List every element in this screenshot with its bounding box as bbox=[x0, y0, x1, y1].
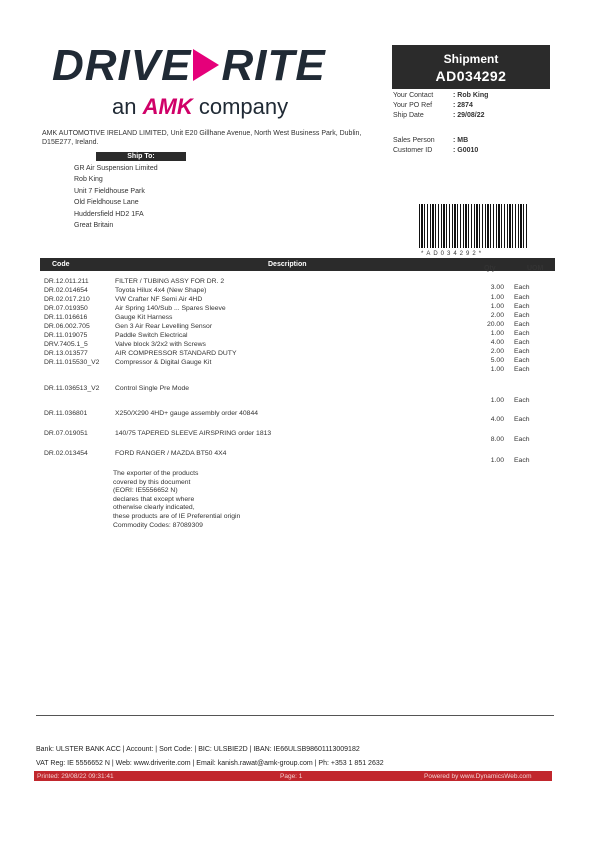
ship-to-line: Great Britain bbox=[74, 222, 114, 230]
info-customer-id: Customer ID : G0010 bbox=[393, 147, 479, 154]
note-line: Commodity Codes: 87089309 bbox=[113, 521, 203, 529]
footer-vat-details: VAT Reg: IE 5556652 N | Web: www.driverite.com | Email: kanish.rawat@amk-group.com | Ph: +353 1 851 2632 bbox=[36, 760, 384, 767]
logo-arrow-icon bbox=[193, 49, 219, 81]
header-qty: Qty bbox=[484, 265, 496, 272]
footer-print-bar bbox=[34, 771, 552, 781]
logo-tagline: an AMK company bbox=[112, 94, 289, 119]
header-description: Description bbox=[268, 261, 307, 268]
page-number: Page: 1 bbox=[280, 772, 303, 780]
barcode-text: *AD034292* bbox=[421, 251, 485, 257]
ship-to-line: Old Fieldhouse Lane bbox=[74, 199, 139, 207]
company-logo bbox=[52, 41, 326, 122]
note-line: The exporter of the products bbox=[113, 470, 199, 477]
info-your-contact: Your Contact : Rob King bbox=[393, 92, 489, 99]
note-line: these products are of IE Preferential origin bbox=[113, 512, 241, 520]
info-po-ref: Your PO Ref : 2874 bbox=[393, 102, 473, 109]
info-sales-person: Sales Person : MB bbox=[393, 137, 469, 144]
logo-wordmark: DRIVE RITE bbox=[52, 41, 326, 90]
company-address: AMK AUTOMOTIVE IRELAND LIMITED, Unit E20 Gillhane Avenue, North West Business Park, Dublin, D15E277, Ireland. bbox=[42, 130, 362, 146]
table-header bbox=[40, 258, 555, 271]
ship-to-address bbox=[74, 163, 158, 231]
ship-to-title: Ship To: bbox=[96, 152, 186, 161]
ship-to-line: Rob King bbox=[74, 176, 103, 184]
printed-timestamp: Printed: 29/08/22 09:31:41 bbox=[37, 772, 114, 780]
ship-to-line: GR Air Suspension Limited bbox=[74, 165, 158, 172]
footer-divider bbox=[36, 715, 554, 716]
shipment-number: AD034292 bbox=[435, 68, 507, 84]
note-line: covered by this document bbox=[113, 478, 191, 486]
shipment-title-box bbox=[392, 45, 550, 89]
header-code: Code bbox=[52, 261, 70, 268]
note-line: otherwise clearly indicated, bbox=[113, 504, 195, 512]
powered-by: Powered by www.DynamicsWeb.com bbox=[424, 772, 532, 780]
origin-declaration bbox=[113, 470, 240, 530]
ship-to-line: Huddersfield HD2 1FA bbox=[74, 210, 144, 218]
footer-bank-details: Bank: ULSTER BANK ACC | Account: | Sort Code: | BIC: ULSBIE2D | IBAN: IE66ULSB98601113009182 bbox=[36, 746, 360, 753]
header-uom: UOM bbox=[527, 265, 544, 272]
shipment-barcode bbox=[419, 204, 527, 248]
shipment-title: Shipment bbox=[443, 52, 499, 66]
note-line: (EORI: IE5556652 N) bbox=[113, 487, 178, 495]
info-ship-date: Ship Date : 29/08/22 bbox=[393, 112, 485, 119]
ship-to-line: Unit 7 Fieldhouse Park bbox=[74, 187, 145, 195]
note-line: declares that except where bbox=[113, 495, 195, 503]
